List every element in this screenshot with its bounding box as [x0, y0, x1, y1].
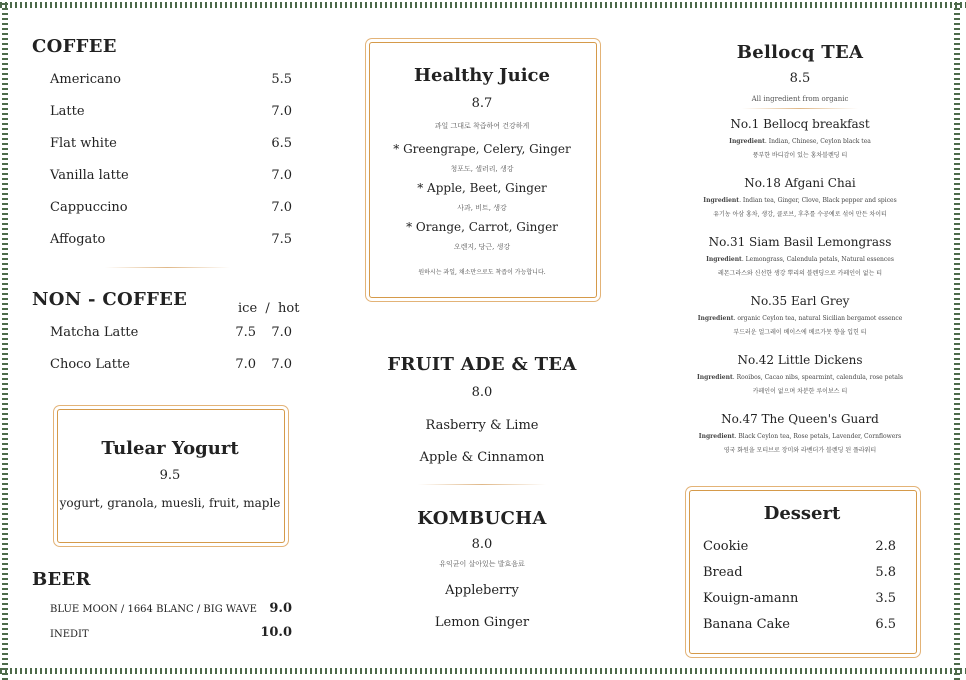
menu-item-price-ice: 7.0: [235, 357, 256, 372]
ingredient-text: . Indian, Chinese, Ceylon black tea: [764, 138, 871, 145]
coffee-title: COFFEE: [32, 36, 117, 57]
tea-ingredient: [660, 197, 940, 204]
tea-ingredient: [660, 256, 940, 263]
kombucha-price: 8.0: [471, 537, 493, 552]
menu-item-name: Bread: [703, 565, 743, 580]
tea-subtitle: All ingredient from organic: [751, 95, 849, 103]
tea-korean: 영국 화원을 모티브로 장미와 라벤더가 블렌딩 된 플라워티: [723, 447, 877, 454]
tea-ingredient: [660, 138, 940, 145]
ingredient-label: Ingredient: [697, 315, 734, 322]
ingredient-text: . organic Ceylon tea, natural Sicilian bergamot essence: [733, 315, 903, 322]
fruit-ade-price: 8.0: [471, 385, 493, 400]
menu-item-price-hot: 7.0: [271, 357, 292, 372]
decorative-border-left: [2, 0, 8, 680]
ingredient-text: . Lemongrass, Calendula petals, Natural essences: [741, 256, 894, 263]
menu-item-name: Flat white: [50, 136, 117, 151]
menu-item-name: Affogato: [50, 232, 106, 247]
beer-title: BEER: [32, 569, 91, 590]
juice-price: 8.7: [471, 96, 493, 111]
ice-hot-header: ice / hot: [238, 301, 300, 316]
juice-item-korean: 오렌지, 당근, 생강: [453, 243, 511, 251]
yogurt-title: Tulear Yogurt: [101, 438, 239, 459]
tea-ingredient: [660, 315, 940, 322]
juice-item-korean: 청포도, 셀러리, 생강: [450, 165, 514, 173]
menu-item-price: 5.8: [875, 565, 896, 580]
menu-item-price: 7.5: [271, 232, 292, 247]
kombucha-subtitle: 유익균이 살아있는 발효음료: [439, 560, 525, 568]
tea-korean: 부드러운 얼그레이 베이스에 베르가못 향을 입힌 티: [733, 329, 867, 336]
ingredient-label: Ingredient: [696, 374, 733, 381]
tea-name: No.35 Earl Grey: [750, 294, 850, 308]
menu-item-name: Vanilla latte: [50, 168, 129, 183]
fruit-ade-title: FRUIT ADE & TEA: [387, 354, 577, 375]
tea-name: No.47 The Queen's Guard: [721, 412, 879, 426]
ingredient-label: Ingredient: [729, 138, 765, 145]
dessert-title: Dessert: [763, 503, 841, 524]
decorative-border-top: [0, 2, 966, 8]
menu-item-name: BLUE MOON / 1664 BLANC / BIG WAVE: [50, 604, 257, 615]
menu-item-name: INEDIT: [50, 629, 89, 640]
ingredient-label: Ingredient: [703, 197, 740, 204]
menu-item-name: Latte: [50, 104, 85, 119]
menu-item-name: Choco Latte: [50, 357, 130, 372]
juice-item: * Orange, Carrot, Ginger: [406, 220, 558, 234]
tea-korean: 레몬그라스와 신선한 생강 뿌리의 블렌딩으로 카페인이 없는 티: [717, 270, 883, 277]
juice-subtitle: 과일 그대로 착즙하여 건강하게: [434, 122, 530, 130]
menu-item-price-ice: 7.5: [235, 325, 256, 340]
tea-name: No.18 Afgani Chai: [744, 176, 856, 190]
ingredient-text: . Indian tea, Ginger, Clove, Black pepper and spices: [739, 197, 897, 204]
juice-item: * Greengrape, Celery, Ginger: [393, 142, 571, 156]
menu-item-name: Cappuccino: [50, 200, 128, 215]
menu-item-price: 6.5: [875, 617, 896, 632]
yogurt-description: yogurt, granola, muesli, fruit, maple: [59, 496, 281, 510]
juice-title: Healthy Juice: [414, 65, 550, 86]
juice-item-korean: 사과, 비트, 생강: [457, 204, 507, 212]
tea-name: No.42 Little Dickens: [737, 353, 863, 367]
divider: [418, 484, 546, 485]
ingredient-text: . Rooibos, Cacao nibs, spearmint, calendula, rose petals: [732, 374, 904, 381]
tea-name: No.31 Siam Basil Lemongrass: [708, 235, 892, 249]
menu-item-price: 9.0: [269, 601, 292, 616]
menu-item-price: 10.0: [260, 625, 292, 640]
menu-item-name: Rasberry & Lime: [425, 418, 539, 433]
menu-item-price: 6.5: [271, 136, 292, 151]
tea-name: No.1 Bellocq breakfast: [730, 117, 870, 131]
menu-item-name: Americano: [50, 72, 122, 87]
menu-item-name: Kouign-amann: [703, 591, 799, 606]
divider: [742, 108, 858, 109]
tea-ingredient: [660, 433, 940, 440]
tea-title: Bellocq TEA: [736, 42, 864, 63]
menu-item-name: Cookie: [703, 539, 749, 554]
ingredient-label: Ingredient: [706, 256, 742, 263]
divider: [105, 267, 230, 268]
decorative-border-right: [954, 0, 960, 680]
menu-item-price: 2.8: [875, 539, 896, 554]
menu-item-price: 5.5: [271, 72, 292, 87]
ingredient-text: . Black Ceylon tea, Rose petals, Lavender, Cornflowers: [734, 433, 902, 440]
juice-item: * Apple, Beet, Ginger: [417, 181, 547, 195]
tea-ingredient: [660, 374, 940, 381]
non-coffee-title: NON - COFFEE: [32, 289, 188, 310]
tea-korean: 카페인이 없으며 차분한 루이보스 티: [752, 388, 848, 395]
kombucha-title: KOMBUCHA: [417, 508, 547, 529]
ingredient-label: Ingredient: [698, 433, 735, 440]
tea-korean: 유기농 아삼 홍차, 생강, 클로브, 후추를 수공예로 섞어 만든 차이티: [713, 211, 887, 218]
menu-item-price: 7.0: [271, 168, 292, 183]
menu-item-price-hot: 7.0: [271, 325, 292, 340]
yogurt-price: 9.5: [159, 468, 181, 483]
menu-item-name: Lemon Ginger: [434, 615, 530, 630]
menu-item-name: Apple & Cinnamon: [419, 450, 545, 465]
menu-item-price: 3.5: [875, 591, 896, 606]
menu-item-name: Banana Cake: [703, 617, 790, 632]
decorative-border-bottom: [0, 668, 966, 674]
menu-item-name: Appleberry: [445, 583, 519, 598]
tea-price: 8.5: [789, 71, 811, 86]
menu-item-price: 7.0: [271, 200, 292, 215]
tea-korean: 풍부한 바디감이 있는 홍차블렌딩 티: [752, 152, 848, 159]
menu-item-name: Matcha Latte: [50, 325, 139, 340]
menu-item-price: 7.0: [271, 104, 292, 119]
juice-note: 원하시는 과일, 채소만으로도 착즙이 가능합니다.: [418, 269, 546, 276]
